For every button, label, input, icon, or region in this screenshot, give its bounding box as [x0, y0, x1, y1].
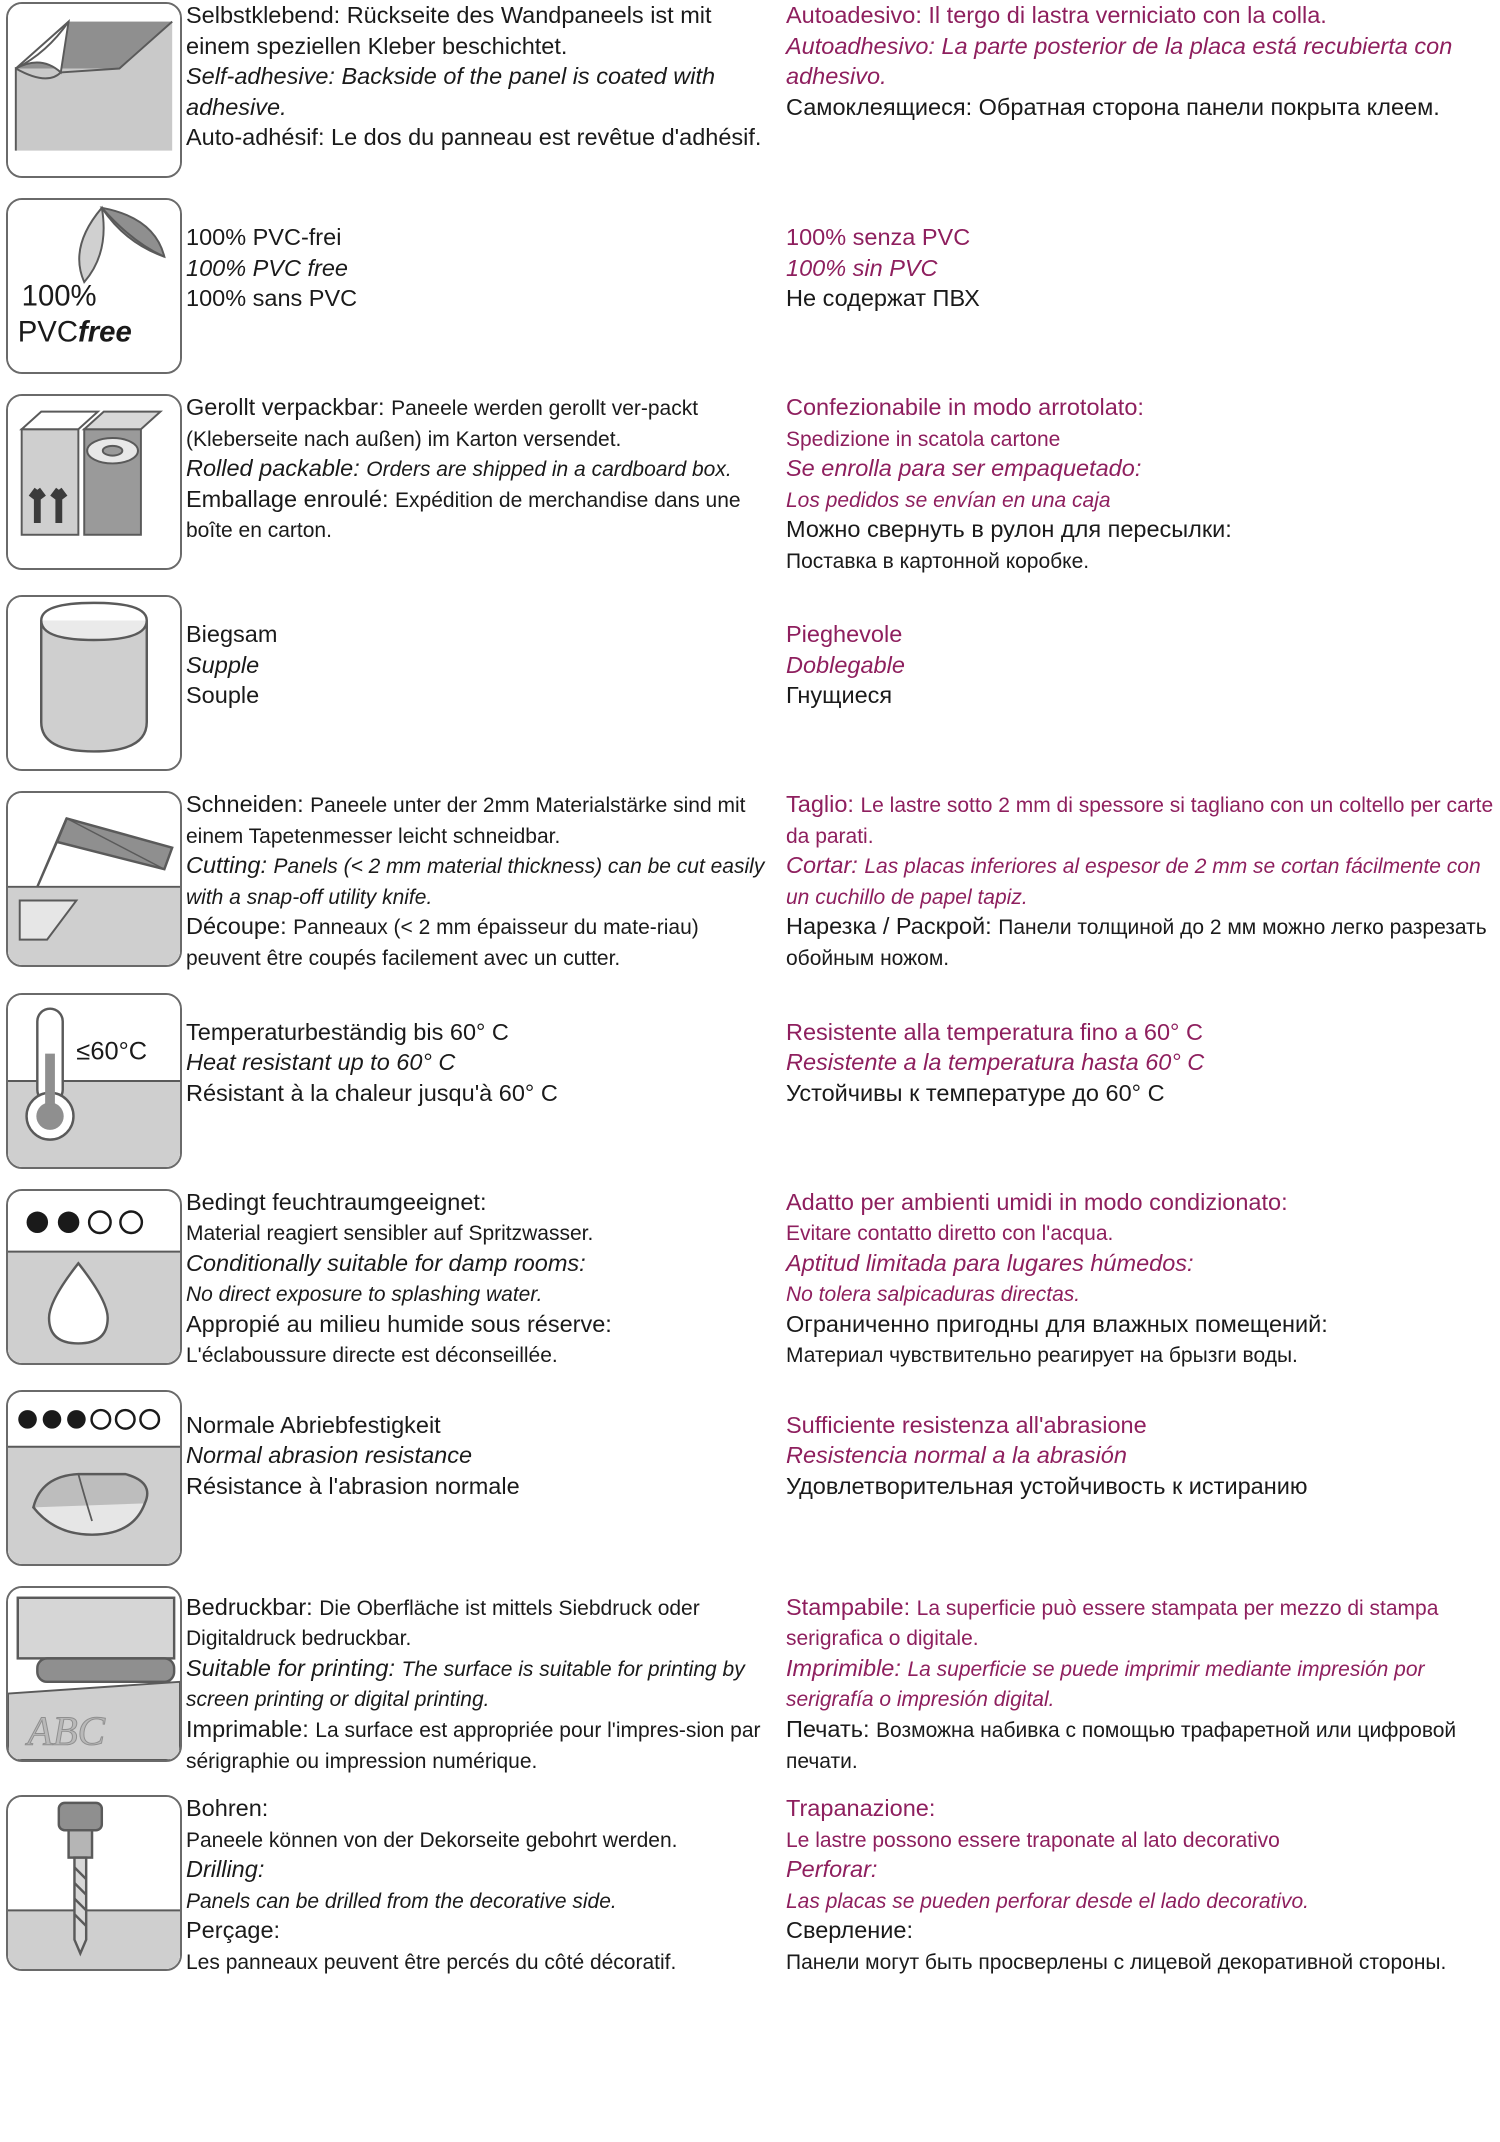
lang-it-sub [786, 1824, 1500, 1855]
cutting-knife-icon [6, 791, 182, 967]
icon-cell [0, 593, 186, 771]
lang-en-body: 100% PVC free [186, 254, 348, 281]
lang-it [786, 0, 1500, 31]
lang-it-body: Le lastre sotto 2 mm di spessore si tagliano con un coltello per carte da parati. [786, 794, 1494, 848]
lang-es-sub [786, 1278, 1500, 1309]
left-languages [186, 1017, 786, 1109]
right-languages [786, 1017, 1500, 1109]
lang-es [786, 1047, 1500, 1078]
lang-it-body: Sufficiente resistenza all'abrasione [786, 1411, 1147, 1438]
lang-it-body: Evitare contatto diretto con l'acqua. [786, 1222, 1114, 1246]
text-cell [186, 593, 1500, 711]
lang-de-body: Normale Abriebfestigkeit [186, 1411, 441, 1438]
lang-fr [186, 283, 772, 314]
lang-fr-body: Le dos du panneau est revêtue d'adhésif. [331, 124, 762, 151]
lang-ru-body: Обратная сторона панели покрыта клеем. [978, 93, 1440, 120]
text-cell [186, 789, 1500, 972]
lang-ru [786, 1078, 1500, 1109]
lang-de [186, 0, 772, 61]
left-languages [186, 1592, 786, 1775]
printing-press-icon [6, 1586, 182, 1762]
lang-es-head: Se enrolla para ser empaquetado: [786, 455, 1142, 482]
lang-es [786, 31, 1500, 92]
lang-es-body: Doblegable [786, 651, 905, 678]
lang-de-head: Bedingt feuchtraumgeeignet: [186, 1188, 487, 1215]
lang-fr [186, 911, 772, 972]
lang-es-head: Perforar: [786, 1856, 878, 1883]
lang-fr-body: Résistant à la chaleur jusqu'à 60° C [186, 1079, 558, 1106]
lang-ru-body: Возможна набивка с помощью трафаретной или цифровой печати. [786, 1719, 1457, 1773]
lang-it [786, 1187, 1500, 1218]
lang-es [786, 1854, 1500, 1885]
thermometer-label: ≤60°C [76, 1037, 148, 1066]
feature-row [0, 196, 1500, 374]
lang-ru [786, 283, 1500, 314]
lang-es-body: Las placas inferiores al espesor de 2 mm se cortan fácilmente con un cuchillo de papel tapiz. [786, 855, 1481, 909]
lang-en [186, 650, 772, 681]
lang-fr [186, 484, 772, 545]
pvc-free-label-top: 100% [21, 279, 97, 313]
lang-es-body: Resistente a la temperatura hasta 60° C [786, 1049, 1205, 1076]
lang-fr [186, 680, 772, 711]
lang-es-body: No tolera salpicaduras directas. [786, 1283, 1081, 1307]
icon-cell [0, 1793, 186, 1971]
lang-en-body: Backside of the panel is coated with adhesive. [186, 63, 716, 120]
lang-de-body: Paneele werden gerollt ver-packt (Kleberseite nach außen) im Karton versendet. [186, 397, 699, 451]
lang-de-body: Paneele unter der 2mm Materialstärke sind mit einem Tapetenmesser leicht schneidbar. [186, 794, 746, 848]
lang-de [186, 1410, 772, 1441]
text-cell [186, 392, 1500, 575]
feature-row [0, 593, 1500, 771]
left-languages [186, 1793, 786, 1976]
lang-de [186, 1017, 772, 1048]
lang-it-head: Taglio: [786, 791, 854, 818]
feature-row [0, 789, 1500, 972]
lang-ru [786, 911, 1500, 972]
thermometer-icon [6, 993, 182, 1169]
lang-de-body: Paneele können von der Dekorseite gebohrt werden. [186, 1828, 678, 1852]
lang-en-body: Orders are shipped in a cardboard box. [366, 458, 732, 482]
drill-bit-icon [6, 1795, 182, 1971]
lang-it [786, 1017, 1500, 1048]
lang-de-sub [186, 1217, 772, 1248]
lang-es-body: 100% sin PVC [786, 254, 938, 281]
lang-it-body: Le lastre possono essere traponate al lato decorativo [786, 1828, 1280, 1852]
lang-en [186, 1047, 772, 1078]
lang-it [786, 1410, 1500, 1441]
left-languages [186, 619, 786, 711]
feature-row [0, 392, 1500, 575]
lang-fr-body: 100% sans PVC [186, 285, 358, 312]
feature-row [0, 1793, 1500, 1976]
lang-ru [786, 514, 1500, 545]
lang-fr-head: Appropié au milieu humide sous réserve: [186, 1310, 612, 1337]
lang-ru-head: Самоклеящиеся: [786, 93, 973, 120]
lang-de [186, 789, 772, 850]
lang-ru [786, 1714, 1500, 1775]
text-cell [186, 1187, 1500, 1370]
bendable-sheet-icon [6, 595, 182, 771]
text-cell [186, 196, 1500, 314]
lang-ru-body: Панели толщиной до 2 мм можно легко разрезать обойным ножом. [786, 916, 1487, 971]
right-languages [786, 392, 1500, 575]
lang-fr-head: Imprimable: [186, 1716, 309, 1743]
lang-es-body: Las placas se pueden perforar desde el lado decorativo. [786, 1889, 1310, 1913]
lang-en [186, 61, 772, 122]
lang-de-body: Temperaturbeständig bis 60° C [186, 1018, 509, 1045]
feature-row [0, 0, 1500, 178]
lang-de [186, 1187, 772, 1218]
lang-de [186, 1592, 772, 1653]
icon-cell [0, 392, 186, 570]
lang-ru-head: Печать: [786, 1716, 870, 1743]
lang-es-head: Aptitud limitada para lugares húmedos: [786, 1249, 1194, 1276]
lang-fr [186, 1915, 772, 1946]
lang-en-head: Drilling: [186, 1856, 265, 1883]
text-cell [186, 1793, 1500, 1976]
lang-de-head: Gerollt verpackbar: [186, 394, 385, 420]
lang-en-body: Supple [186, 651, 260, 678]
lang-fr-body: Résistance à l'abrasion normale [186, 1472, 520, 1499]
lang-en-sub [186, 1278, 772, 1309]
lang-it [786, 619, 1500, 650]
lang-it-body: Pieghevole [786, 621, 903, 648]
lang-en-head: Suitable for printing: [186, 1654, 396, 1681]
left-languages [186, 789, 786, 972]
lang-es [786, 1440, 1500, 1471]
lang-fr-body: La surface est appropriée pour l'impres-sion par sérigraphie ou impression numérique. [186, 1719, 761, 1773]
lang-es-head: Autoadhesivo: [786, 32, 935, 59]
pvc-free-label-bottom: PVCfree [17, 315, 132, 349]
lang-es-body: La superficie se puede imprimir mediante impresión por serigrafía o impresión digital. [786, 1657, 1425, 1712]
lang-en [186, 1248, 772, 1279]
lang-es-body: La parte posterior de la placa está recubierta con adhesivo. [786, 32, 1453, 90]
lang-de [186, 222, 772, 253]
lang-fr-head: Perçage: [186, 1917, 281, 1944]
right-languages [786, 222, 1500, 314]
text-cell [186, 1388, 1500, 1502]
icon-cell [0, 0, 186, 178]
icon-cell [0, 991, 186, 1169]
lang-en [186, 1440, 772, 1471]
right-languages [786, 1187, 1500, 1370]
lang-de [186, 392, 772, 453]
lang-it-body: Resistente alla temperatura fino a 60° C [786, 1018, 1203, 1045]
feature-row [0, 1584, 1500, 1775]
left-languages [186, 392, 786, 575]
lang-it [786, 1793, 1500, 1824]
lang-de-body: Die Oberfläche ist mittels Siebdruck oder Digitaldruck bedruckbar. [186, 1596, 700, 1651]
lang-es [786, 1248, 1500, 1279]
lang-de-head: Bohren: [186, 1795, 269, 1822]
lang-es-head: Imprimible: [786, 1654, 901, 1681]
lang-es [786, 850, 1500, 911]
icon-cell [0, 789, 186, 967]
feature-row [0, 1388, 1500, 1566]
lang-es-head: Cortar: [786, 852, 858, 879]
lang-ru-body: Материал чувствительно реагирует на брызги воды. [786, 1344, 1298, 1368]
lang-it-head: Trapanazione: [786, 1795, 936, 1822]
left-languages [186, 1187, 786, 1370]
lang-fr [186, 1714, 772, 1775]
right-languages [786, 619, 1500, 711]
printing-sample-label: ABC [27, 1707, 106, 1754]
lang-en-body: Panels (< 2 mm material thickness) can be cut easily with a snap-off utility knife. [186, 855, 765, 909]
lang-ru-body: Гнущиеся [786, 682, 893, 709]
lang-es [786, 253, 1500, 284]
lang-en-body: The surface is suitable for printing by screen printing or digital printing. [186, 1657, 745, 1712]
lang-fr-body: Souple [186, 682, 260, 709]
lang-it-head: Adatto per ambienti umidi in modo condizionato: [786, 1188, 1288, 1215]
lang-es [786, 453, 1500, 484]
lang-it-head: Stampabile: [786, 1593, 911, 1620]
text-cell [186, 991, 1500, 1109]
lang-ru-sub [786, 545, 1500, 576]
lang-en-body: Heat resistant up to 60° C [186, 1049, 456, 1076]
feature-row [0, 1187, 1500, 1370]
lang-ru-body: Панели могут быть просверлены с лицевой декоративной стороны. [786, 1950, 1447, 1974]
lang-de [186, 619, 772, 650]
lang-fr-head: Emballage enroulé: [186, 485, 389, 512]
lang-ru-body: Устойчивы к температуре до 60° C [786, 1079, 1165, 1106]
lang-ru-head: Сверление: [786, 1917, 914, 1944]
right-languages [786, 0, 1500, 153]
lang-it-body: Il tergo di lastra verniciato con la colla. [928, 2, 1327, 28]
lang-it-head: Confezionabile in modo arrotolato: [786, 394, 1144, 420]
abrasion-cloth-rating-icon [6, 1390, 182, 1566]
lang-en-head: Cutting: [186, 852, 267, 879]
lang-it [786, 222, 1500, 253]
lang-de-body: Material reagiert sensibler auf Spritzwasser. [186, 1222, 594, 1246]
lang-fr [186, 1471, 772, 1502]
lang-it-sub [786, 423, 1500, 454]
lang-ru-sub [786, 1339, 1500, 1370]
right-languages [786, 1410, 1500, 1502]
lang-it [786, 789, 1500, 850]
icon-cell [0, 1388, 186, 1566]
lang-ru-head: Ограниченно пригодны для влажных помещений: [786, 1310, 1328, 1337]
text-cell [186, 0, 1500, 153]
lang-en-body: Panels can be drilled from the decorative side. [186, 1889, 617, 1913]
lang-de-head: Bedruckbar: [186, 1593, 313, 1620]
icon-cell [0, 1584, 186, 1762]
peeling-panel-corner-icon [6, 2, 182, 178]
lang-ru-head: Нарезка / Раскрой: [786, 913, 992, 940]
left-languages [186, 1410, 786, 1502]
right-languages [786, 1592, 1500, 1775]
lang-en-body: No direct exposure to splashing water. [186, 1283, 543, 1307]
lang-ru-body: Удовлетворительная устойчивость к истиранию [786, 1472, 1308, 1499]
lang-it [786, 392, 1500, 423]
lang-en [186, 1653, 772, 1714]
lang-it-body: Spedizione in scatola cartone [786, 427, 1061, 451]
lang-fr [186, 122, 772, 153]
lang-fr-body: L'éclaboussure directe est déconseillée. [186, 1344, 558, 1368]
lang-fr-body: Expédition de merchandise dans une boîte en carton. [186, 488, 741, 543]
lang-de-body: Rückseite des Wandpaneels ist mit einem speziellen Kleber beschichtet. [186, 2, 712, 59]
lang-it [786, 1592, 1500, 1653]
lang-en [186, 253, 772, 284]
lang-de-body: 100% PVC-frei [186, 224, 342, 250]
lang-it-body: 100% senza PVC [786, 224, 971, 250]
right-languages [786, 1793, 1500, 1976]
icon-cell [0, 1187, 186, 1365]
lang-en-head: Conditionally suitable for damp rooms: [186, 1249, 586, 1276]
feature-row [0, 991, 1500, 1169]
right-languages [786, 789, 1500, 972]
lang-ru [786, 1471, 1500, 1502]
icon-cell [0, 196, 186, 374]
lang-de-body: Biegsam [186, 621, 278, 648]
lang-ru [786, 92, 1500, 123]
lang-en [186, 1854, 772, 1885]
lang-fr [186, 1309, 772, 1340]
lang-es-body: Los pedidos se envían en una caja [786, 488, 1111, 512]
rolled-package-box-icon [6, 394, 182, 570]
lang-fr-body: Les panneaux peuvent être percés du côté décoratif. [186, 1950, 677, 1974]
left-languages [186, 0, 786, 153]
lang-fr-sub [186, 1339, 772, 1370]
lang-es [786, 650, 1500, 681]
lang-en [186, 850, 772, 911]
lang-en [186, 453, 772, 484]
water-drop-rating-icon [6, 1189, 182, 1365]
lang-en-head: Self-adhesive: [186, 63, 335, 90]
lang-es-sub [786, 1885, 1500, 1916]
lang-ru [786, 1915, 1500, 1946]
lang-ru-head: Можно свернуть в рулон для пересылки: [786, 516, 1232, 543]
lang-ru-body: Поставка в картонной коробке. [786, 549, 1090, 573]
pvc-free-leaf-icon [6, 198, 182, 374]
lang-de-head: Schneiden: [186, 791, 304, 818]
lang-es [786, 1653, 1500, 1714]
lang-de-sub [186, 1824, 772, 1855]
lang-en-sub [186, 1885, 772, 1916]
left-languages [186, 222, 786, 314]
lang-fr-sub [186, 1946, 772, 1977]
lang-de-head: Selbstklebend: [186, 2, 341, 28]
lang-ru [786, 1309, 1500, 1340]
lang-it-sub [786, 1217, 1500, 1248]
lang-it-body: La superficie può essere stampata per mezzo di stampa serigrafica o digitale. [786, 1596, 1439, 1651]
lang-ru-sub [786, 1946, 1500, 1977]
lang-es-sub [786, 484, 1500, 515]
lang-de [186, 1793, 772, 1824]
lang-es-body: Resistencia normal a la abrasión [786, 1442, 1127, 1469]
text-cell [186, 1584, 1500, 1775]
lang-it-head: Autoadesivo: [786, 2, 922, 28]
lang-fr-body: Panneaux (< 2 mm épaisseur du mate-riau) peuvent être coupés facilement avec un cutter. [186, 916, 699, 971]
lang-fr-head: Découpe: [186, 913, 287, 940]
lang-fr-head: Auto-adhésif: [186, 124, 325, 151]
lang-en-body: Normal abrasion resistance [186, 1442, 473, 1469]
lang-fr [186, 1078, 772, 1109]
lang-ru [786, 680, 1500, 711]
lang-ru-body: Не содержат ПВХ [786, 285, 980, 312]
lang-en-head: Rolled packable: [186, 455, 360, 482]
